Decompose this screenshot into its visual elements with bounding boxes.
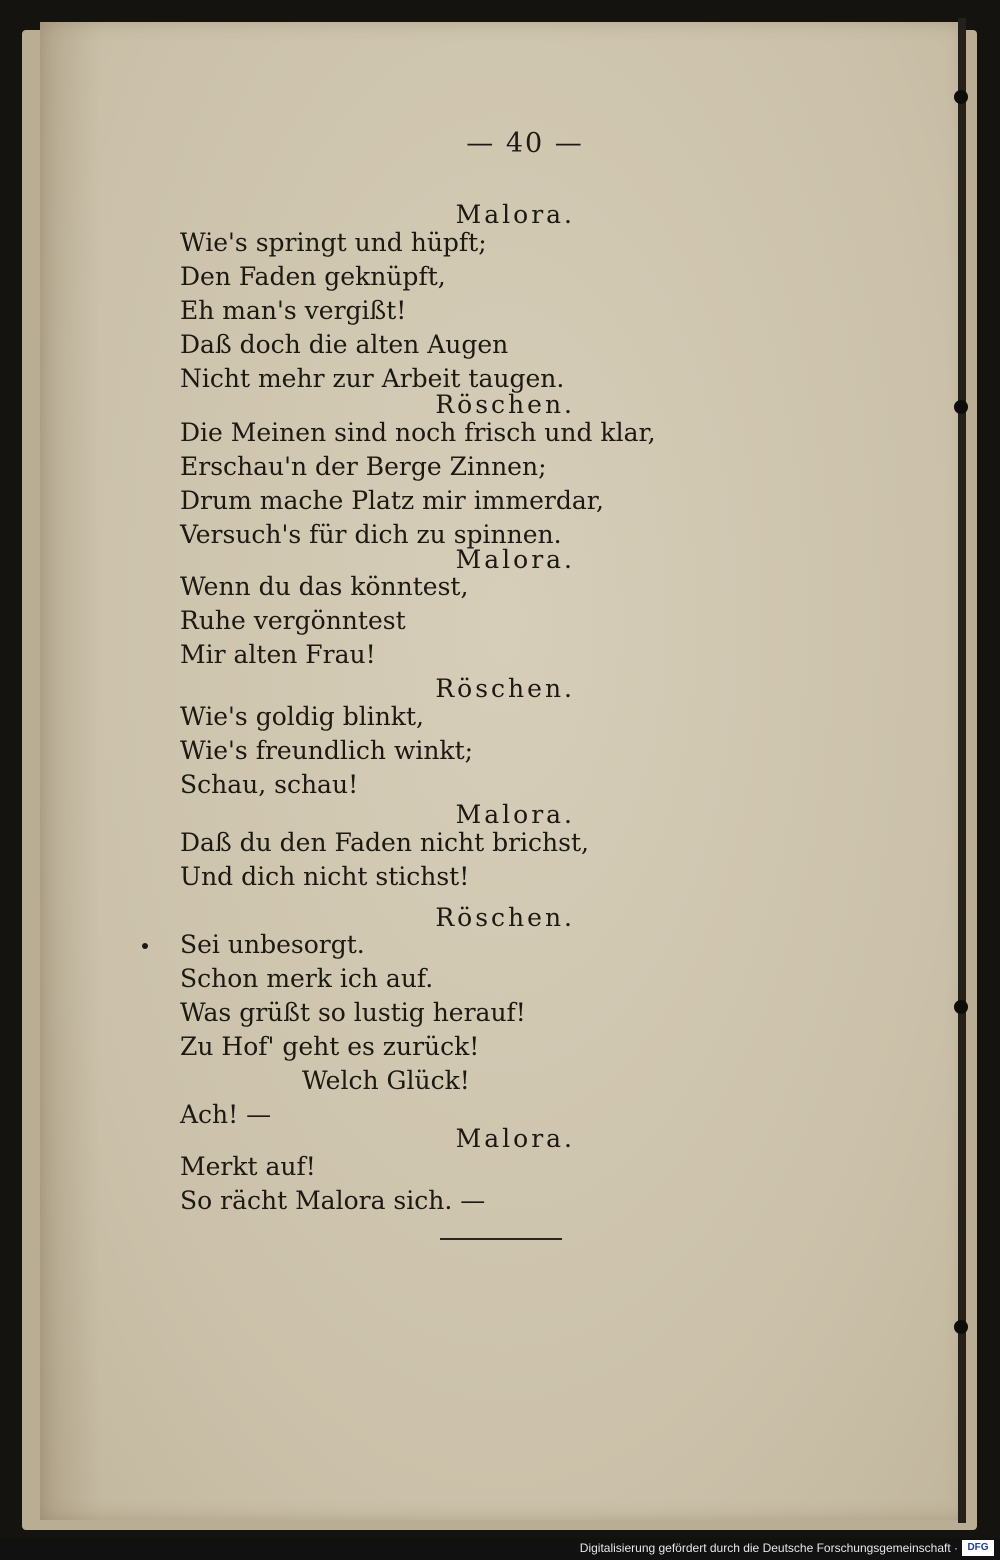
speaker-name: Malora. bbox=[455, 1124, 575, 1153]
verse-line: Zu Hof' geht es zurück! bbox=[180, 1032, 480, 1061]
speaker-name: Malora. bbox=[455, 200, 575, 229]
verse-line: Welch Glück! bbox=[302, 1066, 470, 1095]
verse-line: Daß du den Faden nicht brichst, bbox=[180, 828, 589, 857]
binding-stitch-mark bbox=[954, 1320, 968, 1334]
margin-dot bbox=[142, 943, 148, 949]
verse-block bbox=[180, 416, 660, 552]
verse-line: Erschau'n der Berge Zinnen; bbox=[180, 452, 547, 481]
speaker-name: Röschen. bbox=[435, 674, 575, 703]
verse-line: Den Faden geknüpft, bbox=[180, 262, 446, 291]
verse-line: Was grüßt so lustig herauf! bbox=[180, 998, 526, 1027]
speaker-name: Röschen. bbox=[435, 390, 575, 419]
verse-line: Wie's springt und hüpft; bbox=[180, 228, 487, 257]
footer-credit: Digitalisierung gefördert durch die Deutsche Forschungsgemeinschaft · bbox=[579, 1541, 958, 1555]
verse-block bbox=[180, 826, 660, 894]
verse-line: So rächt Malora sich. — bbox=[180, 1186, 486, 1215]
verse-line: Eh man's vergißt! bbox=[180, 296, 407, 325]
verse-line: Versuch's für dich zu spinnen. bbox=[180, 520, 562, 549]
verse-line: Ruhe vergönntest bbox=[180, 606, 406, 635]
verse-line: Merkt auf! bbox=[180, 1152, 316, 1181]
verse-line: Die Meinen sind noch frisch und klar, bbox=[180, 418, 656, 447]
verse-block bbox=[180, 928, 660, 1132]
speaker-name: Malora. bbox=[455, 545, 575, 574]
digitization-footer bbox=[0, 1538, 1000, 1560]
gutter-shadow bbox=[40, 22, 100, 1520]
verse-line: Und dich nicht stichst! bbox=[180, 862, 470, 891]
speaker-name: Malora. bbox=[455, 800, 575, 829]
binding-stitch-mark bbox=[954, 90, 968, 104]
verse-block bbox=[180, 1150, 660, 1218]
book-spine bbox=[958, 18, 966, 1523]
binding-stitch-mark bbox=[954, 1000, 968, 1014]
page-number: — 40 — bbox=[466, 128, 584, 159]
verse-line: Wie's freundlich winkt; bbox=[180, 736, 474, 765]
verse-line: Ach! — bbox=[180, 1100, 272, 1129]
verse-line: Wenn du das könntest, bbox=[180, 572, 469, 601]
dfg-logo: DFG bbox=[962, 1540, 994, 1556]
verse-block bbox=[180, 226, 660, 396]
end-rule bbox=[440, 1238, 562, 1240]
verse-line: Schon merk ich auf. bbox=[180, 964, 434, 993]
verse-line: Drum mache Platz mir immerdar, bbox=[180, 486, 604, 515]
verse-line: Mir alten Frau! bbox=[180, 640, 376, 669]
verse-line: Daß doch die alten Augen bbox=[180, 330, 509, 359]
verse-block bbox=[180, 700, 660, 802]
verse-line: Schau, schau! bbox=[180, 770, 359, 799]
verse-line: Sei unbesorgt. bbox=[180, 930, 365, 959]
verse-block bbox=[180, 570, 660, 672]
speaker-name: Röschen. bbox=[435, 903, 575, 932]
binding-stitch-mark bbox=[954, 400, 968, 414]
verse-line: Wie's goldig blinkt, bbox=[180, 702, 424, 731]
verse-line: Nicht mehr zur Arbeit taugen. bbox=[180, 364, 565, 393]
